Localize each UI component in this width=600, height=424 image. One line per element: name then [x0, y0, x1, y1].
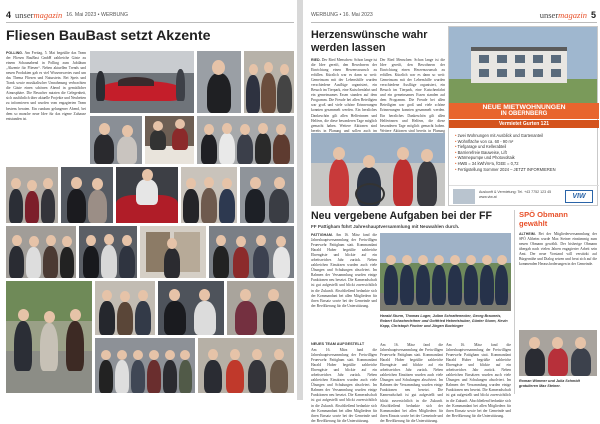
ad-feature: • Fertigstellung Sommer 2024 – JETZT INFORMIEREN: [455, 167, 595, 173]
apartment-ad[interactable]: [448, 26, 598, 206]
ad-feature: • HWB = 34 kWh/m²a, fGEE = 0,72: [455, 161, 595, 167]
photo-handshake: [158, 281, 224, 335]
photo-guests-row: [6, 226, 76, 278]
right-header-date: [311, 9, 373, 21]
article2-body-col1b: Am 16. März fand die Jahreshauptversammlung der Freiwilligen Feuerwehr Pattigham statt. Kommandant Harald Huber begrüßte zahlreiche Ehrengäste und blickte auf ein arbeitsreiches Jahr zurück. Neben zahlreichen Einsätzen wurden auch viele Übungen und Schulungen absolviert. Im Rahmen der Versammlung wurden einige Funktionen neu besetzt. Die Kameradschaft ist gut aufgestellt und blickt zuversichtlich in die Zukunft. Abschließend bedankte sich der Kommandant bei allen Mitgliedern für ihren Einsatz sowie bei der Gemeinde und der Bevölkerung für die Unterstützung.: [311, 348, 377, 423]
photo-car-interior: [116, 167, 178, 223]
article1-headline: Herzenswünsche wahr werden lassen: [311, 29, 428, 54]
headline: Fliesen BauBast setzt Akzente: [6, 28, 211, 44]
photo-guests-talking: [90, 116, 142, 164]
header-rule: [311, 22, 597, 23]
contact-photo: [453, 189, 475, 204]
photo-two-men: [240, 167, 294, 223]
photo-apartment-building: [449, 27, 597, 103]
sidebar-photo-caption: Roman Wimmer und Julia Schmidt gratulieren Max Steiner.: [519, 379, 580, 388]
sidebar-body: ALTHEIM. Bei der Mitgliederversammlung der SPÖ Altheim wurde Max Steiner einstimmig zum neuen Obmann gewählt. Der bisherige Obmann übergab nach vielen Jahren engagierter Arbeit sein Amt. Der neue Vorstand will verstärkt auf Bürgernähe und Dialog setzen und freut sich auf die kommenden Herausforderungen in der Gemeinde.: [519, 232, 597, 267]
photo-showroom-car: [90, 51, 194, 113]
photo-man-black-shirt: [197, 51, 241, 113]
ad-title: NEUE MIETWOHNUNGEN IN OBERNBERG: [449, 103, 599, 119]
photo-herzenswunsch: [311, 133, 445, 206]
article2-subhead: FF Pattigham führt Jahreshauptversammlung mit Neuwahlen durch.: [311, 224, 460, 229]
photo-large-group: [95, 338, 195, 393]
ad-feature: • Barrierefreie Bauweise, Lift: [455, 150, 595, 156]
ad-contact: Auskunft & Vermietung: Tel. +43 7752 123 45 www.viw.at: [479, 190, 552, 199]
photo-spoe-obmann: [519, 330, 597, 376]
left-header: [6, 9, 128, 21]
ad-feature: • Tiefgarage und Kellerabteil: [455, 144, 595, 150]
issue-date: 16. Mai 2023 • WERBUNG: [66, 12, 129, 18]
photo-tiles-display: [140, 226, 206, 278]
photo-team-group: [197, 116, 294, 164]
photo-men-suits: [79, 226, 137, 278]
ad-feature-list: [455, 133, 595, 172]
article2-body-col1: PATTIGHAM. Am 16. März fand die Jahreshauptversammlung der Freiwilligen Feuerwehr Pattigham statt. Kommandant Harald Huber begrüßte zahlreiche Ehrengäste und blickte auf ein arbeitsreiches Jahr zurück. Neben zahlreichen Einsätzen wurden auch viele Übungen und Schulungen absolviert. Im Rahmen der Versammlung wurden einige Funktionen neu besetzt. Die Kameradschaft ist gut aufgestellt und blickt zuversichtlich in die Zukunft. Abschließend bedankte sich der Kommandant bei allen Mitgliedern für ihren Einsatz sowie bei der Gemeinde und der Bevölkerung für die Unterstützung.: [311, 233, 377, 308]
article2-headline: Neu vergebene Aufgaben bei der FF: [311, 210, 492, 222]
photo-crowd: [209, 226, 294, 278]
ad-footer: [449, 185, 599, 206]
magazine-logo: unsermagazin: [539, 10, 587, 20]
photo-firefighters: [380, 233, 511, 311]
sidebar-divider: [514, 210, 515, 394]
page-number: 4: [6, 10, 12, 20]
photo-group-standing: [244, 51, 294, 113]
article2-section-head: NEUES TEAM AUFGESTELLT: [311, 342, 365, 346]
issue-date: WERBUNG • 16. Mai 2023: [311, 12, 373, 18]
photo-three-women: [181, 167, 237, 223]
photo-guests-bar: [95, 281, 155, 335]
photo-outdoor-garden: [6, 281, 92, 393]
left-page: [0, 0, 297, 400]
photo-evening-guests: [198, 338, 294, 393]
ad-feature: • Wärmepumpe und Photovoltaik: [455, 155, 595, 161]
photo-couple: [61, 167, 113, 223]
article2-photo-caption: Harald Sturm, Thomas Luger, Julian Schrattenecker, Georg Brauneis, Robert Schacherleitner und Gottfried Hebertshuber, Günter Sturm, Kevin Kapp, Christoph Fischer und Jürgen Buchinger: [380, 314, 508, 328]
viw-logo: VIW: [565, 190, 593, 203]
article1-body-col1: RIED. Der Ried Menschen: Schon lange ist die Idee gereift, den Bewohnern der Einrichtung einen Herzenswunsch zu erfüllen. Kürzlich war es dann so weit: Gemeinsam mit der Lebenshilfe wurden verschiedene Ausflüge organisiert, ein Besuch im Tierpark, eine Kutschenfahrt und ein gemeinsames Essen standen auf dem Programm. Die Freude bei allen Beteiligten war groß und viele schöne Erinnerungen konnten gesammelt werden. Ein herzliches Dankeschön gilt allen Helferinnen und Helfern, die diese besonderen Tage möglich gemacht haben. Weitere Aktionen sind bereits in Planung und sollen auch im: [311, 58, 377, 133]
right-header: [540, 9, 596, 21]
page-number: 5: [590, 10, 596, 20]
right-page: [303, 0, 600, 423]
photo-women-pair: [227, 281, 294, 335]
article2-body-col3: Am 16. März fand die Jahreshauptversammlung der Freiwilligen Feuerwehr Pattigham statt. Kommandant Harald Huber begrüßte zahlreiche Ehrengäste und blickte auf ein arbeitsreiches Jahr zurück. Neben zahlreichen Einsätzen wurden auch viele Übungen und Schulungen absolviert. Im Rahmen der Versammlung wurden einige Funktionen neu besetzt. Die Kameradschaft ist gut aufgestellt und blickt zuversichtlich in die Zukunft. Abschließend bedankte sich der Kommandant bei allen Mitgliedern für ihren Einsatz sowie bei der Gemeinde und der Bevölkerung für die Unterstützung.: [446, 343, 511, 418]
ad-feature: • Wohnfläche von ca. 60 - 90 m²: [455, 139, 595, 145]
header-rule: [6, 22, 294, 23]
photo-family-group: [6, 167, 58, 223]
sidebar-headline: SPÖ Obmann gewählt: [519, 210, 568, 228]
ad-subtitle: Vermietet Gurten 121: [449, 120, 599, 128]
ad-feature: • zwei Wohnungen mit Ausblick und Gartenanteil: [455, 133, 595, 139]
article2-body-col2: Am 16. März fand die Jahreshauptversammlung der Freiwilligen Feuerwehr Pattigham statt. Kommandant Harald Huber begrüßte zahlreiche Ehrengäste und blickte auf ein arbeitsreiches Jahr zurück. Neben zahlreichen Einsätzen wurden auch viele Übungen und Schulungen absolviert. Im Rahmen der Versammlung wurden einige Funktionen neu besetzt. Die Kameradschaft ist gut aufgestellt und blickt zuversichtlich in die Zukunft. Abschließend bedankte sich der Kommandant bei allen Mitgliedern für ihren Einsatz sowie bei der Gemeinde und der Bevölkerung für die Unterstützung.: [380, 343, 443, 423]
article-body: POLLING. Am Freitag, 5. Mai begrüßte das Team der Fliesen BauBast GmbH zahlreiche Gäste zu einem Schaunabend in Polling zum Jubiläum „Akzente für Fliesen“. Neben aktuellen Trends und neuen Produkten gab es viel Wissenswertes rund um das Thema Fliesen und Naturstein. Bei Speis und Trank sowie musikalischer Umrahmung verbrachten die Gäste einen schönen Abend in gemütlicher Atmosphäre. Die Besucher nutzten die Gelegenheit, sich ausführlich über aktuelle Projekte und Neuheiten zu informieren und wurden vom engagierten Team bestens beraten. Ein rundum gelungener Abend, bei dem so manche neue Idee für das eigene Zuhause entstanden ist.: [6, 51, 87, 121]
ad-web-link[interactable]: www.viw.at: [479, 194, 497, 199]
magazine-logo: unsermagazin: [15, 10, 63, 20]
photo-dinner-table: [145, 116, 194, 164]
article1-body-col2: Der Ried Menschen: Schon lange ist die Idee gereift, den Bewohnern der Einrichtung einen Herzenswunsch zu erfüllen. Kürzlich war es dann so weit: Gemeinsam mit der Lebenshilfe wurden verschiedene Ausflüge organisiert, ein Besuch im Tierpark, eine Kutschenfahrt und ein gemeinsames Essen standen auf dem Programm. Die Freude bei allen Beteiligten war groß und viele schöne Erinnerungen konnten gesammelt werden. Ein herzliches Dankeschön gilt allen Helferinnen und Helfern, die diese besonderen Tage möglich gemacht haben. Weitere Aktionen sind bereits in Planung: [380, 58, 445, 133]
